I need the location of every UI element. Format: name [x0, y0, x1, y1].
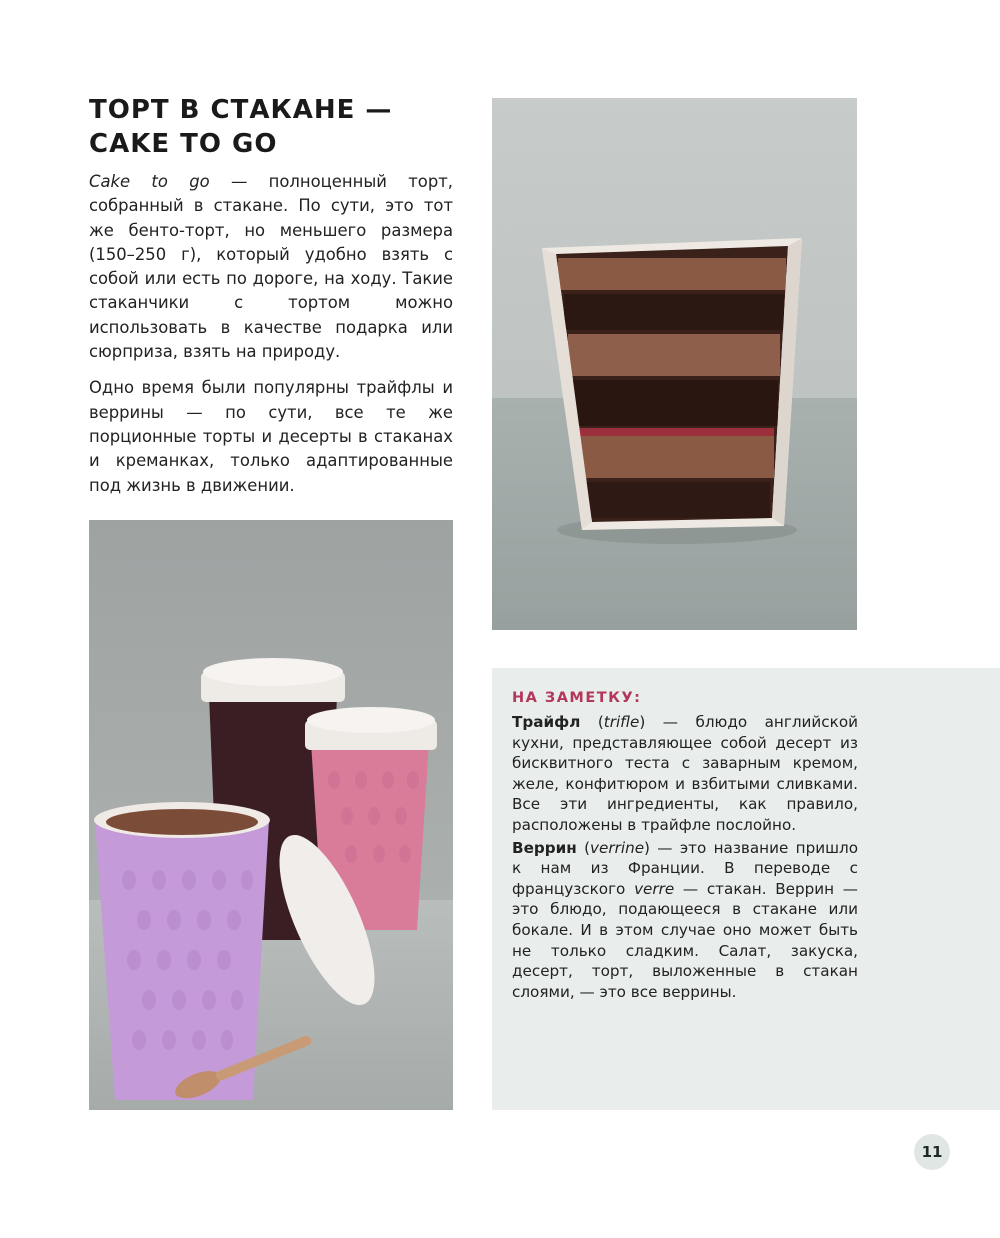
note-box	[492, 668, 1000, 1110]
cups-photo	[89, 520, 453, 1110]
intro-paragraph-1	[89, 170, 453, 364]
note-body	[512, 712, 858, 1004]
verrine-term: Веррин	[512, 838, 577, 857]
verrine-original: verrine	[590, 838, 645, 857]
note-trifle-paragraph	[512, 712, 858, 836]
page-title	[89, 93, 469, 161]
cake-in-cup-photo	[492, 98, 857, 630]
trifle-open-paren: (	[580, 713, 604, 731]
intro-paragraph-1-text: — полноценный торт, собранный в стакане. По сути, это тот же бенто-торт, но меньшего размера (150–250 г), который удобно взять с собой или есть по дороге, на ходу. Такие стаканчики с тортом можно использовать в качестве подарка или сюрприза, взять на природу.	[89, 172, 453, 362]
note-heading: НА ЗАМЕТКУ:	[512, 690, 642, 706]
trifle-term: Трайфл	[512, 713, 581, 731]
trifle-definition: ) — блюдо английской кухни, представляющее собой десерт из бисквитного теста с заварным кремом, желе, конфитюром и взбитыми сливками. Все эти ингредиенты, как правило, расположены в трайфле послойно.	[512, 713, 858, 834]
page-number: 11	[914, 1134, 950, 1170]
title-line-2: CAKE TO GO	[89, 129, 278, 159]
note-verrine-paragraph	[512, 838, 858, 1003]
title-line-1: ТОРТ В СТАКАНЕ —	[89, 95, 393, 125]
intro-term: Cake to go	[89, 172, 210, 191]
intro-text	[89, 170, 453, 510]
trifle-original: trifle	[603, 713, 640, 731]
verrine-definition-start: ) — это название пришло к нам из Франции. В переводе с французского	[512, 838, 858, 898]
verrine-definition-end: — стакан. Веррин — это блюдо, подающееся в стакане или бокале. И в этом случае оно может быть не только сладким. Салат, закуска, десерт, торт, выложенные в стакан слоями, — это все веррины.	[512, 879, 858, 1001]
verrine-french-word: verre	[634, 879, 675, 898]
verrine-open-paren: (	[576, 838, 591, 857]
intro-paragraph-2: Одно время были популярны трайфлы и веррины — по сути, все те же порционные торты и десерты в стаканах и креманках, только адаптированные под жизнь в движении.	[89, 378, 453, 495]
